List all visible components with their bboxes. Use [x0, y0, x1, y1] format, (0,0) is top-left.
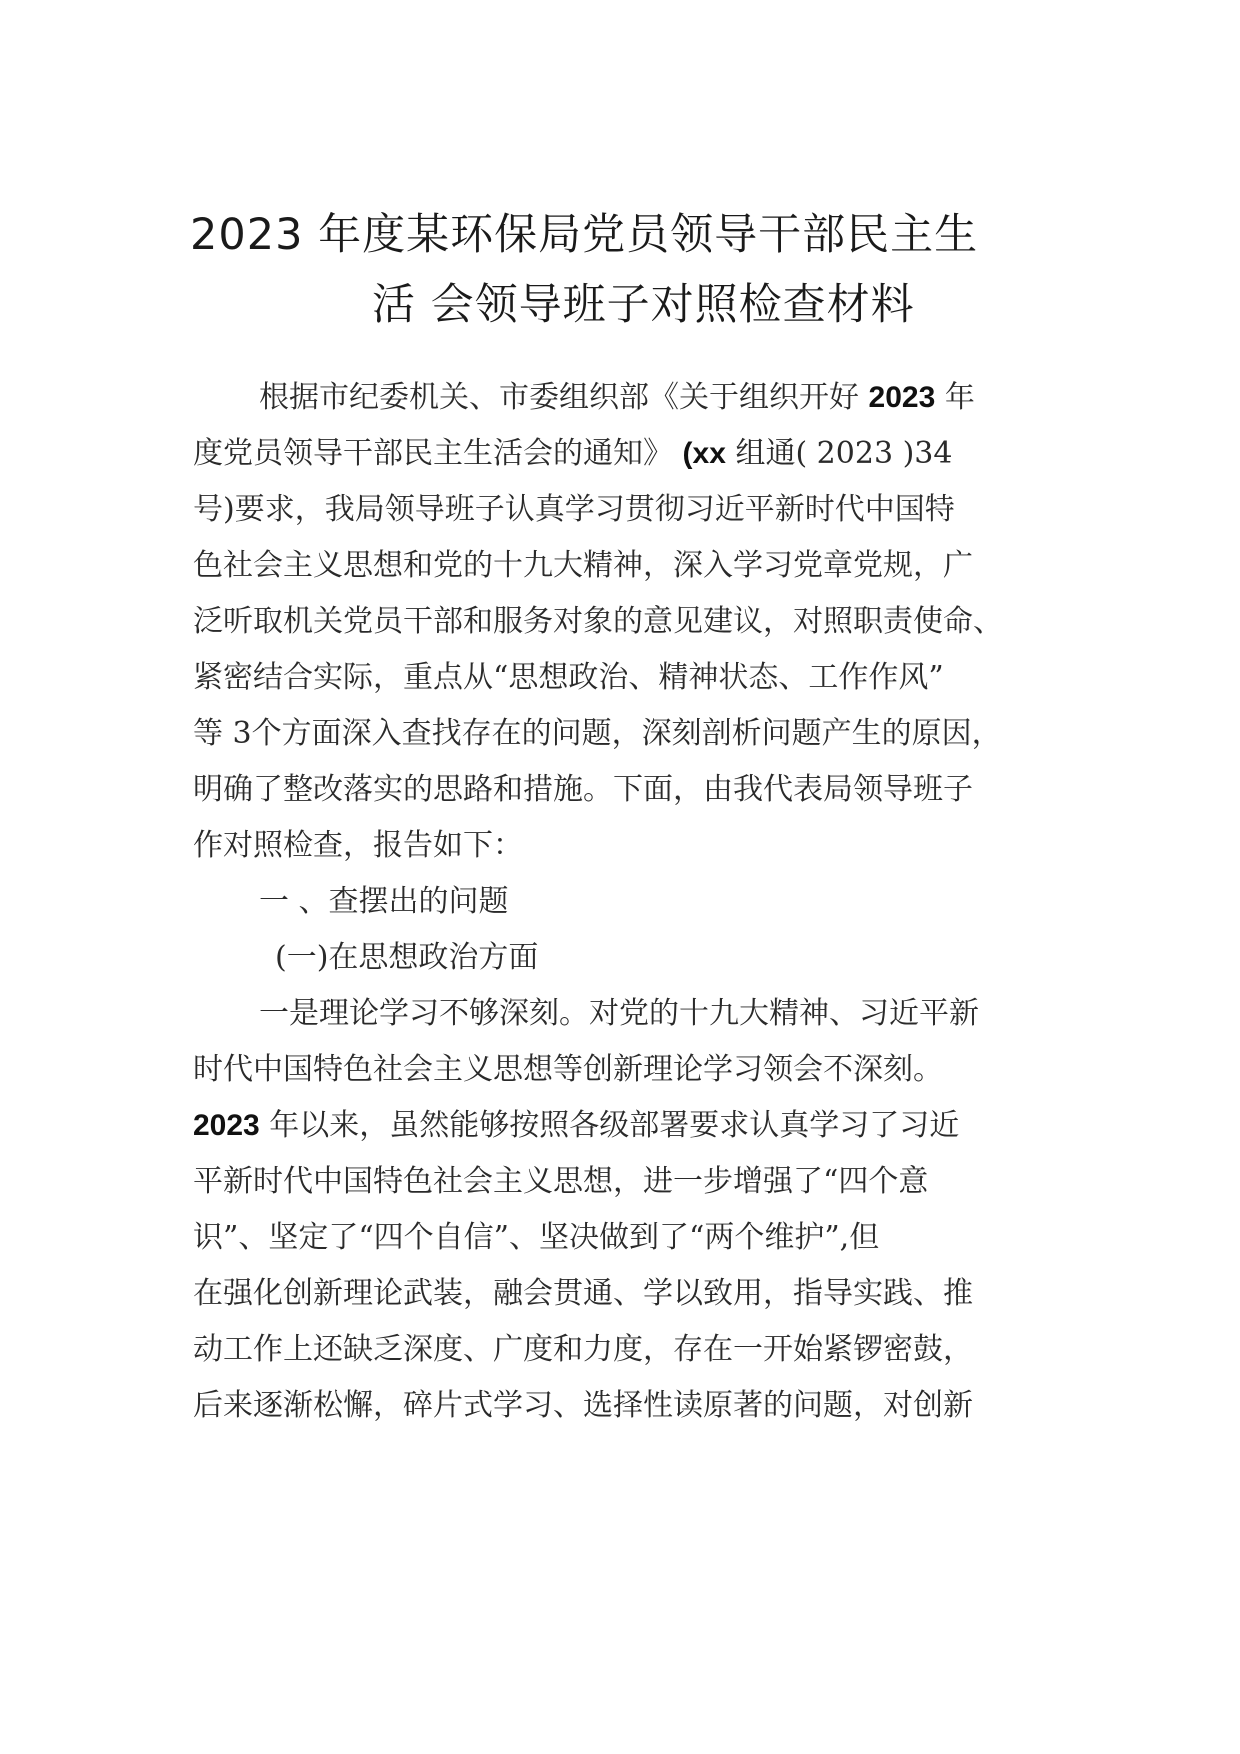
paragraph-1-line-6: 紧密结合实际，重点从“思想政治、精神状态、工作作风”: [193, 660, 944, 695]
text-run: 度党员领导干部民主生活会的通知》: [193, 436, 683, 471]
paragraph-1-line-9: 作对照检查，报告如下：: [193, 828, 523, 863]
paragraph-1-line-4: 色社会主义思想和党的十九大精神，深入学习党章党规，广: [193, 548, 973, 583]
year-number: 2023: [193, 1109, 260, 1142]
paragraph-1-line-3: 号)要求，我局领导班子认真学习贯彻习近平新时代中国特: [193, 492, 955, 527]
paragraph-1-line-8: 明确了整改落实的思路和措施。下面，由我代表局领导班子: [193, 772, 973, 807]
paragraph-2-line-5: 识”、坚定了“四个自信”、坚决做到了“两个维护”,但: [193, 1220, 880, 1255]
title-line-2: 活 会领导班子对照检查材料: [372, 280, 915, 330]
document-body: [193, 370, 1048, 1434]
paragraph-2-line-8: 后来逐渐松懈，碎片式学习、选择性读原著的问题，对创新: [193, 1388, 973, 1423]
doc-number-prefix: (xx: [682, 437, 726, 470]
paragraph-1-line-2: [193, 426, 1048, 482]
paragraph-1-line-7: 等 3个方面深入查找存在的问题，深刻剖析问题产生的原因，: [193, 716, 1002, 751]
paragraph-2-line-3: [193, 1098, 1048, 1154]
paragraph-2-line-6: 在强化创新理论武装，融会贯通、学以致用，指导实践、推: [193, 1276, 973, 1311]
year-number: 2023: [868, 381, 936, 414]
document-title: [190, 205, 1070, 335]
text-run: 根据市纪委机关、市委组织部《关于组织开好: [259, 380, 869, 415]
paragraph-2-line-4: 平新时代中国特色社会主义思想，进一步增强了“四个意: [193, 1164, 929, 1199]
paragraph-2-line-7: 动工作上还缺乏深度、广度和力度，存在一开始紧锣密鼓，: [193, 1332, 973, 1367]
title-line-1: 2023 年度某环保局党员领导干部民主生: [190, 210, 979, 260]
paragraph-2-line-2: 时代中国特色社会主义思想等创新理论学习领会不深刻。: [193, 1052, 943, 1087]
text-run: 年: [935, 380, 975, 415]
text-run: 组通( 2023 )34: [725, 436, 953, 471]
paragraph-2-line-1: 一是理论学习不够深刻。对党的十九大精神、习近平新: [259, 996, 979, 1031]
section-heading-1: 一 、查摆出的问题: [259, 884, 509, 919]
text-run: 年以来，虽然能够按照各级部署要求认真学习了习近: [259, 1108, 960, 1143]
subsection-heading-1: (一)在思想政治方面: [275, 940, 539, 975]
paragraph-1-line-5: 泛听取机关党员干部和服务对象的意见建议，对照职责使命、: [193, 604, 1003, 639]
paragraph-1-line-1: [193, 370, 1048, 426]
